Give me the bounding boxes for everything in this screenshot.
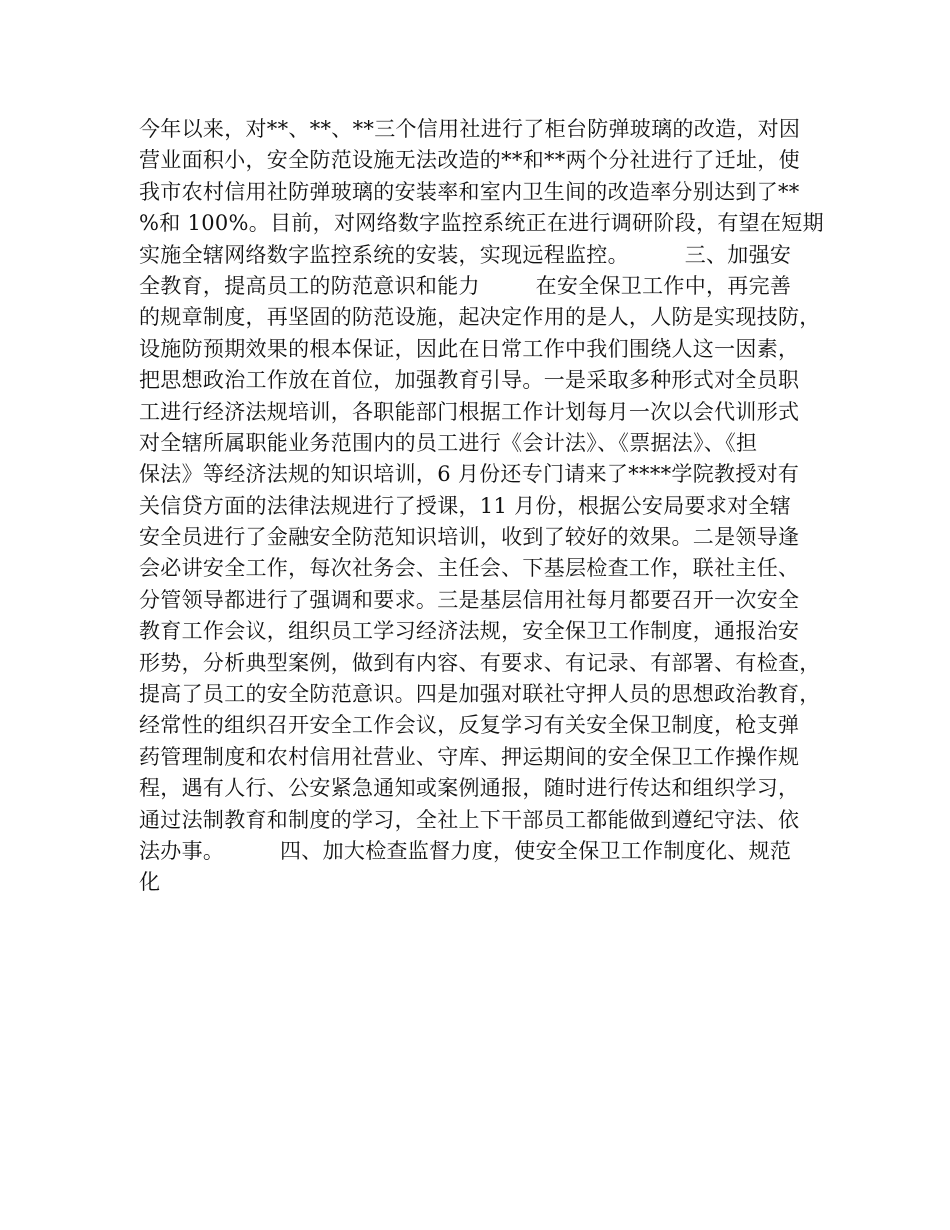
text-line: 实施全辖网络数字监控系统的安装，实现远程监控。 三、加强安 [139,242,792,267]
text-line: 的规章制度，再坚固的防范设施，起决定作用的是人，人防是实现技防， [139,305,821,330]
text-line: %和 100%。目前，对网络数字监控系统正在进行调研阶段，有望在短期 [139,211,824,236]
text-line: 提高了员工的安全防范意识。四是加强对联社守押人员的思想政治教育， [139,682,821,707]
text-line: 我市农村信用社防弹玻璃的安装率和室内卫生间的改造率分别达到了** [139,179,800,204]
text-line: 会必讲安全工作，每次社务会、主任会、下基层检查工作，联社主任、 [139,556,800,581]
text-line: 营业面积小，安全防范设施无法改造的**和**两个分社进行了迁址，使 [139,148,800,173]
text-line: 把思想政治工作放在首位，加强教育引导。一是采取多种形式对全员职 [139,368,800,393]
text-line: 关信贷方面的法律法规进行了授课，11 月份，根据公安局要求对全辖 [139,493,791,518]
text-line: 保法》等经济法规的知识培训，6 月份还专门请来了****学院教授对有 [139,462,800,487]
text-line: 设施防预期效果的根本保证，因此在日常工作中我们围绕人这一因素， [139,336,800,361]
text-line: 通过法制教育和制度的学习，全社上下干部员工都能做到遵纪守法、依 [139,807,800,832]
text-line: 对全辖所属职能业务范围内的员工进行《会计法》、《票据法》、《担 [139,430,758,455]
text-line: 经常性的组织召开安全工作会议，反复学习有关安全保卫制度，枪支弹 [139,713,800,738]
text-line: 化 [139,870,161,895]
body-text [139,114,839,899]
text-line: 药管理制度和农村信用社营业、守库、押运期间的安全保卫工作操作规 [139,744,800,769]
text-line: 分管领导都进行了强调和要求。三是基层信用社每月都要召开一次安全 [139,587,800,612]
text-line: 程，遇有人行、公安紧急通知或案例通报，随时进行传达和组织学习， [139,776,800,801]
text-line: 法办事。 四、加大检查监督力度，使安全保卫工作制度化、规范 [139,838,792,863]
text-line: 安全员进行了金融安全防范知识培训，收到了较好的效果。二是领导逢 [139,525,800,550]
text-line: 全教育，提高员工的防范意识和能力 在安全保卫工作中，再完善 [139,273,792,298]
text-line: 工进行经济法规培训，各职能部门根据工作计划每月一次以会代训形式 [139,399,800,424]
text-line: 形势，分析典型案例，做到有内容、有要求、有记录、有部署、有检查， [139,650,821,675]
text-line: 教育工作会议，组织员工学习经济法规，安全保卫工作制度，通报治安 [139,619,800,644]
text-line: 今年以来，对**、**、**三个信用社进行了柜台防弹玻璃的改造，对因 [139,117,801,141]
